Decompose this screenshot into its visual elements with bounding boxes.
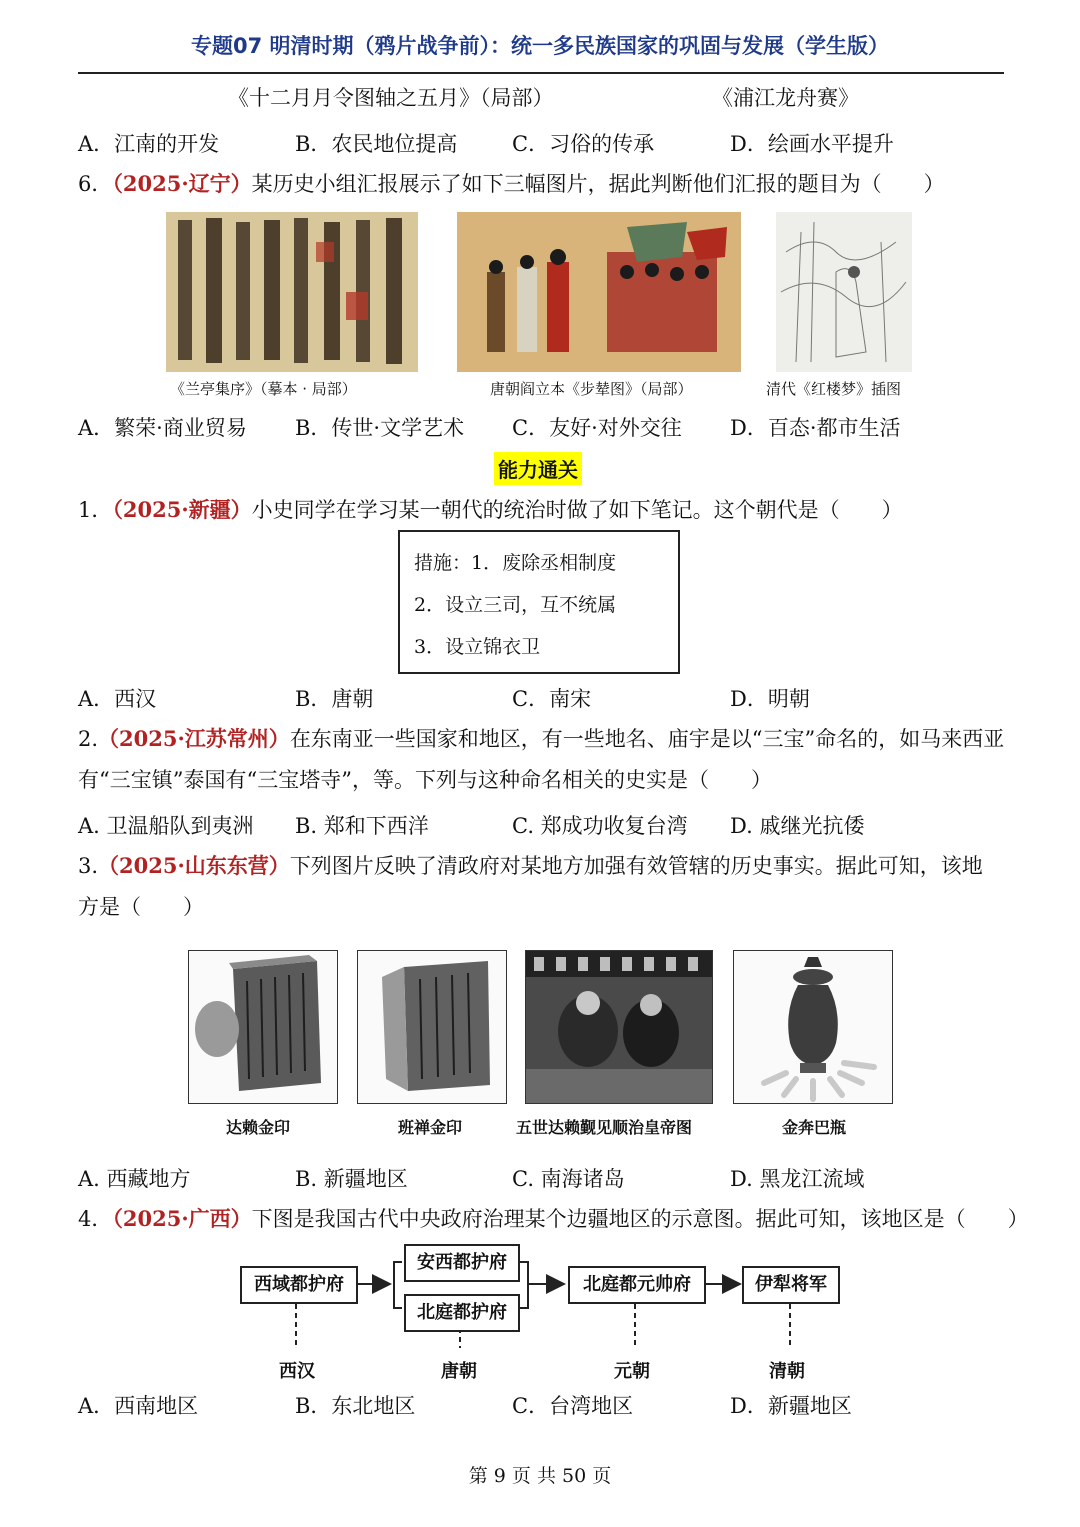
q4-option-d[interactable]: D．新疆地区 bbox=[730, 1394, 852, 1418]
q2-option-a[interactable]: A. 卫温船队到夷洲 bbox=[78, 814, 254, 838]
q6-text: 某历史小组汇报展示了如下三幅图片，据此判断他们汇报的题目为（ ） bbox=[251, 172, 945, 196]
q4-option-c[interactable]: C．台湾地区 bbox=[512, 1394, 634, 1418]
fifth-dalai-audience-image bbox=[525, 950, 713, 1104]
q6-caption-3: 清代《红楼梦》插图 bbox=[766, 380, 902, 398]
diagram-label-tang: 唐朝 bbox=[441, 1361, 477, 1382]
header-rule bbox=[78, 72, 1004, 74]
q6-source: （2025·辽宁） bbox=[112, 171, 252, 196]
q6-number: 6． bbox=[78, 172, 113, 196]
q1-text: 小史同学在学习某一朝代的统治时做了如下笔记。这个朝代是（ ） bbox=[251, 498, 903, 522]
diagram-label-xihan: 西汉 bbox=[279, 1361, 315, 1382]
golden-urn-image bbox=[733, 950, 893, 1104]
painting-illustration bbox=[457, 212, 741, 372]
q2-option-c[interactable]: C. 郑成功收复台湾 bbox=[512, 814, 688, 838]
lantingji-image bbox=[166, 212, 418, 372]
q4-source: （2025·广西） bbox=[112, 1206, 252, 1231]
diagram-box-beiting-yuanshuai: 北庭都元帅府 bbox=[568, 1266, 706, 1304]
q3-source: （2025·山东东营） bbox=[98, 853, 290, 878]
diagram-label-qing: 清朝 bbox=[769, 1361, 805, 1382]
q3-option-b[interactable]: B. 新疆地区 bbox=[295, 1167, 408, 1191]
q2-number: 2. bbox=[78, 727, 99, 751]
painting-caption-right: 《浦江龙舟赛》 bbox=[712, 86, 859, 110]
q3-stem-line-2: 方是（ ） bbox=[78, 895, 204, 919]
q1-note-line-3: 3．设立锦衣卫 bbox=[414, 636, 541, 658]
q1-source: （2025·新疆） bbox=[112, 497, 252, 522]
q1-option-d[interactable]: D．明朝 bbox=[730, 687, 810, 711]
q4-number: 4． bbox=[78, 1207, 113, 1231]
q2-stem-line-2: 有“三宝镇”泰国有“三宝塔寺”，等。下列与这种命名相关的史实是（ ） bbox=[78, 768, 772, 792]
mural-illustration bbox=[526, 951, 712, 1103]
urn-illustration bbox=[734, 951, 892, 1103]
page-header-title: 专题07 明清时期（鸦片战争前）：统一多民族国家的巩固与发展（学生版） bbox=[190, 34, 890, 58]
page-number: 第 9 页 共 50 页 bbox=[468, 1465, 612, 1487]
prev-option-c[interactable]: C．习俗的传承 bbox=[512, 132, 655, 156]
q3-caption-1: 达赖金印 bbox=[226, 1118, 291, 1137]
section-title: 能力通关 bbox=[494, 452, 582, 485]
q1-option-a[interactable]: A．西汉 bbox=[78, 687, 157, 711]
q1-number: 1． bbox=[78, 498, 113, 522]
q6-caption-1: 《兰亭集序》（摹本 · 局部） bbox=[170, 380, 357, 398]
q6-option-a[interactable]: A．繁荣·商业贸易 bbox=[78, 416, 247, 440]
q1-note-line-1: 措施：1．废除丞相制度 bbox=[414, 552, 617, 574]
hongloumeng-image bbox=[776, 212, 912, 372]
q4-option-a[interactable]: A．西南地区 bbox=[78, 1394, 199, 1418]
q3-caption-3: 五世达赖觐见顺治皇帝图 bbox=[516, 1118, 693, 1137]
bracket-right bbox=[520, 1262, 528, 1308]
q1-note-line-2: 2．设立三司，互不统属 bbox=[414, 594, 617, 616]
q6-caption-2: 唐朝阎立本《步辇图》（局部） bbox=[490, 380, 693, 398]
q2-text-1: 在东南亚一些国家和地区，有一些地名、庙宇是以“三宝”命名的，如马来西亚 bbox=[289, 727, 1005, 751]
panchen-seal-image bbox=[357, 950, 507, 1104]
q4-text: 下图是我国古代中央政府治理某个边疆地区的示意图。据此可知，该地区是（ ） bbox=[251, 1207, 1029, 1231]
diagram-label-yuan: 元朝 bbox=[614, 1361, 650, 1382]
q3-option-d[interactable]: D. 黑龙江流域 bbox=[730, 1167, 865, 1191]
prev-option-a[interactable]: A．江南的开发 bbox=[78, 132, 220, 156]
q1-stem bbox=[78, 497, 903, 523]
q4-diagram-lines bbox=[230, 1236, 850, 1406]
q3-number: 3. bbox=[78, 854, 99, 878]
painting-caption-left: 《十二月月令图轴之五月》（局部） bbox=[228, 86, 554, 110]
q4-option-b[interactable]: B．东北地区 bbox=[295, 1394, 416, 1418]
q3-option-a[interactable]: A. 西藏地方 bbox=[78, 1167, 191, 1191]
q3-text-1: 下列图片反映了清政府对某地方加强有效管辖的历史事实。据此可知，该地 bbox=[289, 854, 983, 878]
diagram-box-xiyu: 西域都护府 bbox=[240, 1266, 358, 1304]
diagram-box-anxi: 安西都护府 bbox=[404, 1244, 520, 1282]
q3-stem-line-1 bbox=[78, 853, 983, 879]
seal-illustration bbox=[189, 951, 337, 1103]
q1-option-c[interactable]: C．南宋 bbox=[512, 687, 592, 711]
prev-option-b[interactable]: B．农民地位提高 bbox=[295, 132, 458, 156]
prev-option-d[interactable]: D．绘画水平提升 bbox=[730, 132, 894, 156]
q6-option-c[interactable]: C．友好·对外交往 bbox=[512, 416, 682, 440]
dalai-seal-image bbox=[188, 950, 338, 1104]
q2-option-b[interactable]: B. 郑和下西洋 bbox=[295, 814, 429, 838]
q2-stem-line-1 bbox=[78, 726, 1004, 752]
seal-illustration bbox=[358, 951, 506, 1103]
q1-option-b[interactable]: B．唐朝 bbox=[295, 687, 374, 711]
q3-option-c[interactable]: C. 南海诸岛 bbox=[512, 1167, 625, 1191]
q4-stem bbox=[78, 1206, 1029, 1232]
calligraphy-illustration bbox=[166, 212, 418, 372]
bracket-left bbox=[394, 1262, 402, 1308]
q6-option-b[interactable]: B．传世·文学艺术 bbox=[295, 416, 465, 440]
q6-stem bbox=[78, 171, 945, 197]
diagram-box-yili: 伊犁将军 bbox=[742, 1266, 840, 1304]
q3-caption-2: 班禅金印 bbox=[398, 1118, 463, 1137]
q6-option-d[interactable]: D．百态·都市生活 bbox=[730, 416, 901, 440]
diagram-box-beiting: 北庭都护府 bbox=[404, 1294, 520, 1332]
bunian-tu-image bbox=[457, 212, 741, 372]
q2-source: （2025·江苏常州） bbox=[98, 726, 290, 751]
illustration-sketch bbox=[776, 212, 912, 372]
q2-option-d[interactable]: D. 戚继光抗倭 bbox=[730, 814, 865, 838]
q3-caption-4: 金奔巴瓶 bbox=[782, 1118, 847, 1137]
